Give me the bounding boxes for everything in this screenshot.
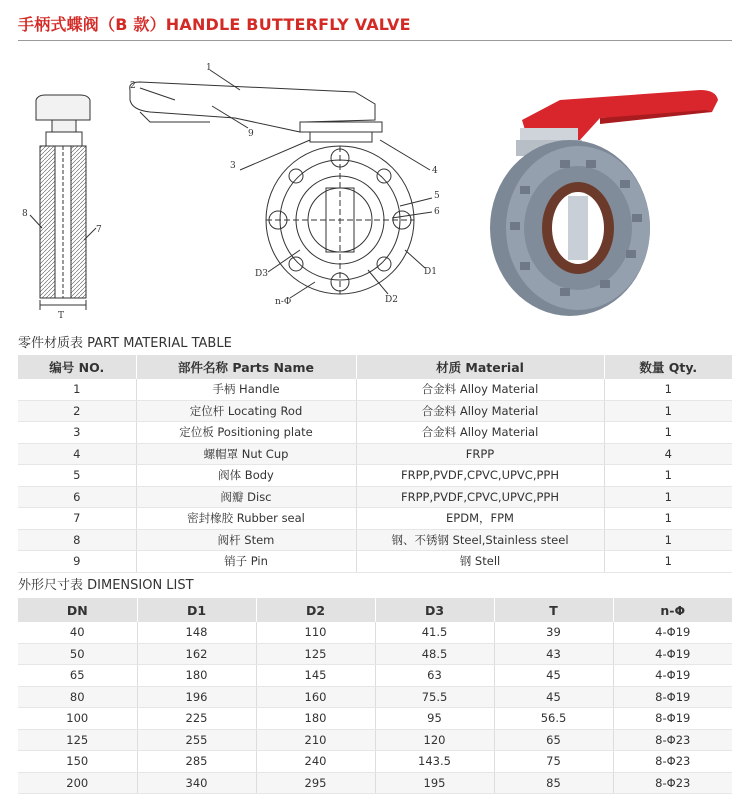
callout-6: 6 xyxy=(434,207,440,217)
cell-d1: 285 xyxy=(137,751,256,773)
parts-row xyxy=(18,400,732,422)
cell-qty: 1 xyxy=(604,465,732,487)
cell-name: 定位板 Positioning plate xyxy=(136,422,356,444)
cell-t: 45 xyxy=(494,686,613,708)
dims-header-n: n-Φ xyxy=(613,598,732,622)
cell-t: 45 xyxy=(494,665,613,687)
parts-header-no: 编号 NO. xyxy=(18,355,136,379)
parts-section-title: 零件材质表 PART MATERIAL TABLE xyxy=(18,336,232,351)
cell-d2: 295 xyxy=(256,772,375,794)
cell-d1: 255 xyxy=(137,729,256,751)
callout-8: 8 xyxy=(22,209,28,219)
cell-d1: 225 xyxy=(137,708,256,730)
dims-header-d2: D2 xyxy=(256,598,375,622)
dim-label-d3: D3 xyxy=(255,269,268,279)
cell-d3: 63 xyxy=(375,665,494,687)
cell-n: 4-Φ19 xyxy=(613,622,732,643)
cell-d3: 195 xyxy=(375,772,494,794)
parts-row xyxy=(18,551,732,573)
cell-qty: 1 xyxy=(604,400,732,422)
cell-d2: 125 xyxy=(256,643,375,665)
cell-d3: 95 xyxy=(375,708,494,730)
dims-row xyxy=(18,751,732,773)
cell-no: 4 xyxy=(18,443,136,465)
cell-d2: 210 xyxy=(256,729,375,751)
cell-dn: 40 xyxy=(18,622,137,643)
cell-no: 8 xyxy=(18,529,136,551)
dim-label-t: T xyxy=(58,311,65,321)
callout-5: 5 xyxy=(434,191,440,201)
cell-d3: 120 xyxy=(375,729,494,751)
parts-header-row xyxy=(18,355,732,379)
callout-4: 4 xyxy=(432,166,438,176)
dim-label-d2: D2 xyxy=(385,295,398,305)
cell-d2: 240 xyxy=(256,751,375,773)
dims-header-d1: D1 xyxy=(137,598,256,622)
cell-no: 9 xyxy=(18,551,136,573)
cell-n: 8-Φ23 xyxy=(613,751,732,773)
cell-qty: 4 xyxy=(604,443,732,465)
callout-9: 9 xyxy=(248,129,254,139)
parts-header-qty: 数量 Qty. xyxy=(604,355,732,379)
parts-row xyxy=(18,486,732,508)
dims-header-t: T xyxy=(494,598,613,622)
cell-d2: 180 xyxy=(256,708,375,730)
cell-n: 4-Φ19 xyxy=(613,643,732,665)
page-title: 手柄式蝶阀（B 款）HANDLE BUTTERFLY VALVE xyxy=(18,15,411,34)
cell-material: EPDM，FPM xyxy=(356,508,604,530)
title-divider xyxy=(18,40,732,41)
cell-dn: 100 xyxy=(18,708,137,730)
dims-row xyxy=(18,665,732,687)
dims-header-dn: DN xyxy=(18,598,137,622)
cell-name: 销子 Pin xyxy=(136,551,356,573)
cell-no: 7 xyxy=(18,508,136,530)
cell-material: FRPP,PVDF,CPVC,UPVC,PPH xyxy=(356,465,604,487)
parts-row xyxy=(18,529,732,551)
cell-material: 钢、不锈钢 Steel,Stainless steel xyxy=(356,529,604,551)
cell-d3: 143.5 xyxy=(375,751,494,773)
cell-name: 手柄 Handle xyxy=(136,379,356,400)
valve-figures xyxy=(0,50,750,325)
cell-name: 定位杆 Locating Rod xyxy=(136,400,356,422)
dim-label-d1: D1 xyxy=(424,267,437,277)
parts-row xyxy=(18,508,732,530)
cell-t: 39 xyxy=(494,622,613,643)
cell-no: 3 xyxy=(18,422,136,444)
parts-row xyxy=(18,422,732,444)
cell-d1: 196 xyxy=(137,686,256,708)
dims-row xyxy=(18,772,732,794)
cell-dn: 65 xyxy=(18,665,137,687)
parts-row xyxy=(18,465,732,487)
callout-2: 2 xyxy=(130,81,136,91)
cell-d1: 162 xyxy=(137,643,256,665)
cell-name: 螺帽罩 Nut Cup xyxy=(136,443,356,465)
cell-dn: 125 xyxy=(18,729,137,751)
dims-table xyxy=(18,598,732,794)
dims-row xyxy=(18,708,732,730)
cell-t: 43 xyxy=(494,643,613,665)
dims-row xyxy=(18,622,732,643)
cell-qty: 1 xyxy=(604,422,732,444)
cell-dn: 150 xyxy=(18,751,137,773)
cell-d3: 48.5 xyxy=(375,643,494,665)
cell-name: 阀瓣 Disc xyxy=(136,486,356,508)
dims-header-row xyxy=(18,598,732,622)
cell-d3: 41.5 xyxy=(375,622,494,643)
cell-d1: 180 xyxy=(137,665,256,687)
cell-d1: 340 xyxy=(137,772,256,794)
cell-no: 5 xyxy=(18,465,136,487)
parts-row xyxy=(18,379,732,400)
dims-row xyxy=(18,729,732,751)
cell-dn: 80 xyxy=(18,686,137,708)
cell-d2: 110 xyxy=(256,622,375,643)
cell-material: FRPP,PVDF,CPVC,UPVC,PPH xyxy=(356,486,604,508)
cell-qty: 1 xyxy=(604,508,732,530)
cell-no: 2 xyxy=(18,400,136,422)
dims-header-d3: D3 xyxy=(375,598,494,622)
callout-1: 1 xyxy=(206,63,212,73)
front-drawing xyxy=(130,70,432,298)
cell-qty: 1 xyxy=(604,379,732,400)
cell-no: 1 xyxy=(18,379,136,400)
cell-name: 密封橡胶 Rubber seal xyxy=(136,508,356,530)
parts-row xyxy=(18,443,732,465)
dim-label-n: n-Φ xyxy=(275,297,292,307)
cell-t: 65 xyxy=(494,729,613,751)
cell-d3: 75.5 xyxy=(375,686,494,708)
cell-material: FRPP xyxy=(356,443,604,465)
cell-name: 阀体 Body xyxy=(136,465,356,487)
cell-n: 8-Φ23 xyxy=(613,772,732,794)
cell-dn: 50 xyxy=(18,643,137,665)
dims-row xyxy=(18,686,732,708)
dims-row xyxy=(18,643,732,665)
cell-d2: 160 xyxy=(256,686,375,708)
cell-material: 合金料 Alloy Material xyxy=(356,379,604,400)
cell-qty: 1 xyxy=(604,486,732,508)
cell-d2: 145 xyxy=(256,665,375,687)
cell-n: 8-Φ23 xyxy=(613,729,732,751)
callout-3: 3 xyxy=(230,161,236,171)
cell-n: 8-Φ19 xyxy=(613,686,732,708)
cell-qty: 1 xyxy=(604,551,732,573)
cell-no: 6 xyxy=(18,486,136,508)
cell-t: 85 xyxy=(494,772,613,794)
cell-material: 钢 Stell xyxy=(356,551,604,573)
parts-table xyxy=(18,355,732,573)
cell-t: 56.5 xyxy=(494,708,613,730)
parts-header-name: 部件名称 Parts Name xyxy=(136,355,356,379)
dims-section-title: 外形尺寸表 DIMENSION LIST xyxy=(18,578,194,593)
cell-dn: 200 xyxy=(18,772,137,794)
cell-material: 合金料 Alloy Material xyxy=(356,422,604,444)
parts-header-material: 材质 Material xyxy=(356,355,604,379)
cell-d1: 148 xyxy=(137,622,256,643)
callout-7: 7 xyxy=(96,225,102,235)
cell-material: 合金料 Alloy Material xyxy=(356,400,604,422)
cell-n: 8-Φ19 xyxy=(613,708,732,730)
side-section-drawing xyxy=(30,95,96,310)
cell-n: 4-Φ19 xyxy=(613,665,732,687)
cell-name: 阀杆 Stem xyxy=(136,529,356,551)
product-photo xyxy=(490,90,718,316)
cell-t: 75 xyxy=(494,751,613,773)
cell-qty: 1 xyxy=(604,529,732,551)
